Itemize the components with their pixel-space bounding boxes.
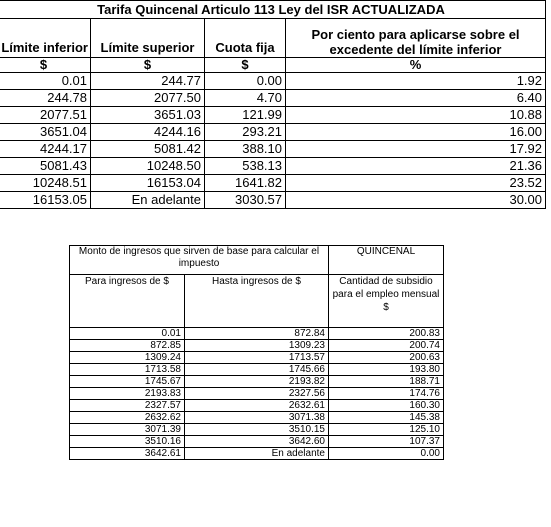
row-cuota-fija: 4.70 (205, 90, 286, 107)
row-para-ingresos: 3510.16 (70, 436, 185, 448)
header-limite-inferior: Límite inferior (0, 19, 91, 58)
row-hasta-ingresos: 3071.38 (185, 412, 329, 424)
col-hasta-ingresos-header: Hasta ingresos de $ (185, 275, 329, 328)
row-subsidio: 200.63 (329, 352, 444, 364)
row-limite-superior: 2077.50 (91, 90, 205, 107)
subsidy-table-row (70, 436, 444, 448)
row-para-ingresos: 2327.57 (70, 400, 185, 412)
row-hasta-ingresos: 3642.60 (185, 436, 329, 448)
subsidy-header-right: QUINCENAL (329, 246, 444, 275)
row-limite-superior: 10248.50 (91, 158, 205, 175)
row-subsidio: 0.00 (329, 448, 444, 460)
row-para-ingresos: 2632.62 (70, 412, 185, 424)
subsidy-table-row (70, 364, 444, 376)
row-hasta-ingresos: 2632.61 (185, 400, 329, 412)
isr-rate-table (0, 0, 546, 209)
row-por-ciento: 1.92 (286, 73, 546, 90)
col-para-ingresos-header: Para ingresos de $ (70, 275, 185, 328)
row-hasta-ingresos: 1309.23 (185, 340, 329, 352)
subsidy-column-header-row (70, 275, 444, 328)
row-limite-inferior: 5081.43 (0, 158, 91, 175)
subsidy-header-row (70, 246, 444, 275)
row-hasta-ingresos: 2193.82 (185, 376, 329, 388)
row-limite-inferior: 244.78 (0, 90, 91, 107)
row-hasta-ingresos: 3510.15 (185, 424, 329, 436)
isr-table-row (0, 141, 546, 158)
col-subsidio-header: Cantidad de subsidio para el empleo mensual $ (329, 275, 444, 328)
row-para-ingresos: 3642.61 (70, 448, 185, 460)
row-cuota-fija: 121.99 (205, 107, 286, 124)
row-para-ingresos: 872.85 (70, 340, 185, 352)
row-subsidio: 188.71 (329, 376, 444, 388)
subsidy-table-row (70, 448, 444, 460)
row-limite-superior: 4244.16 (91, 124, 205, 141)
row-subsidio: 193.80 (329, 364, 444, 376)
subsidy-table-row (70, 352, 444, 364)
row-por-ciento: 30.00 (286, 192, 546, 209)
unit-cell: % (286, 58, 546, 73)
row-subsidio: 174.76 (329, 388, 444, 400)
subsidy-table-row (70, 340, 444, 352)
isr-table-row (0, 107, 546, 124)
row-limite-inferior: 3651.04 (0, 124, 91, 141)
isr-table-row (0, 175, 546, 192)
row-limite-inferior: 2077.51 (0, 107, 91, 124)
row-para-ingresos: 3071.39 (70, 424, 185, 436)
unit-cell: $ (205, 58, 286, 73)
row-limite-superior: 244.77 (91, 73, 205, 90)
isr-table-title: Tarifa Quincenal Articulo 113 Ley del ISR ACTUALIZADA (0, 1, 546, 19)
row-para-ingresos: 0.01 (70, 328, 185, 340)
subsidy-table-row (70, 328, 444, 340)
row-limite-superior: 5081.42 (91, 141, 205, 158)
row-subsidio: 125.10 (329, 424, 444, 436)
header-cuota-fija: Cuota fija (205, 19, 286, 58)
row-hasta-ingresos: 872.84 (185, 328, 329, 340)
row-cuota-fija: 293.21 (205, 124, 286, 141)
row-limite-superior: En adelante (91, 192, 205, 209)
header-limite-superior: Límite superior (91, 19, 205, 58)
row-por-ciento: 21.36 (286, 158, 546, 175)
row-cuota-fija: 388.10 (205, 141, 286, 158)
row-para-ingresos: 2193.83 (70, 388, 185, 400)
row-por-ciento: 16.00 (286, 124, 546, 141)
row-por-ciento: 23.52 (286, 175, 546, 192)
row-limite-inferior: 4244.17 (0, 141, 91, 158)
row-subsidio: 145.38 (329, 412, 444, 424)
row-hasta-ingresos: En adelante (185, 448, 329, 460)
row-por-ciento: 6.40 (286, 90, 546, 107)
subsidy-table-row (70, 388, 444, 400)
row-subsidio: 160.30 (329, 400, 444, 412)
row-limite-inferior: 16153.05 (0, 192, 91, 209)
row-cuota-fija: 1641.82 (205, 175, 286, 192)
isr-table-row (0, 73, 546, 90)
row-subsidio: 107.37 (329, 436, 444, 448)
subsidy-table-row (70, 412, 444, 424)
row-cuota-fija: 3030.57 (205, 192, 286, 209)
isr-unit-row (0, 58, 546, 73)
subsidy-header-left: Monto de ingresos que sirven de base para calcular el impuesto (70, 246, 329, 275)
row-hasta-ingresos: 1745.66 (185, 364, 329, 376)
isr-table-row (0, 192, 546, 209)
subsidy-table-row (70, 400, 444, 412)
subsidy-table-row (70, 424, 444, 436)
row-limite-superior: 3651.03 (91, 107, 205, 124)
row-por-ciento: 17.92 (286, 141, 546, 158)
isr-table-row (0, 158, 546, 175)
row-por-ciento: 10.88 (286, 107, 546, 124)
row-limite-superior: 16153.04 (91, 175, 205, 192)
row-para-ingresos: 1713.58 (70, 364, 185, 376)
subsidy-table-row (70, 376, 444, 388)
header-por-ciento: Por ciento para aplicarse sobre el excedente del límite inferior (286, 19, 546, 58)
isr-table-title-row (0, 1, 546, 19)
unit-cell: $ (91, 58, 205, 73)
row-para-ingresos: 1309.24 (70, 352, 185, 364)
row-hasta-ingresos: 1713.57 (185, 352, 329, 364)
row-subsidio: 200.83 (329, 328, 444, 340)
row-cuota-fija: 0.00 (205, 73, 286, 90)
row-para-ingresos: 1745.67 (70, 376, 185, 388)
isr-table-row (0, 124, 546, 141)
unit-cell: $ (0, 58, 91, 73)
isr-table-row (0, 90, 546, 107)
row-limite-inferior: 0.01 (0, 73, 91, 90)
row-hasta-ingresos: 2327.56 (185, 388, 329, 400)
row-cuota-fija: 538.13 (205, 158, 286, 175)
subsidy-table (69, 245, 444, 460)
isr-header-row (0, 19, 546, 58)
row-limite-inferior: 10248.51 (0, 175, 91, 192)
row-subsidio: 200.74 (329, 340, 444, 352)
